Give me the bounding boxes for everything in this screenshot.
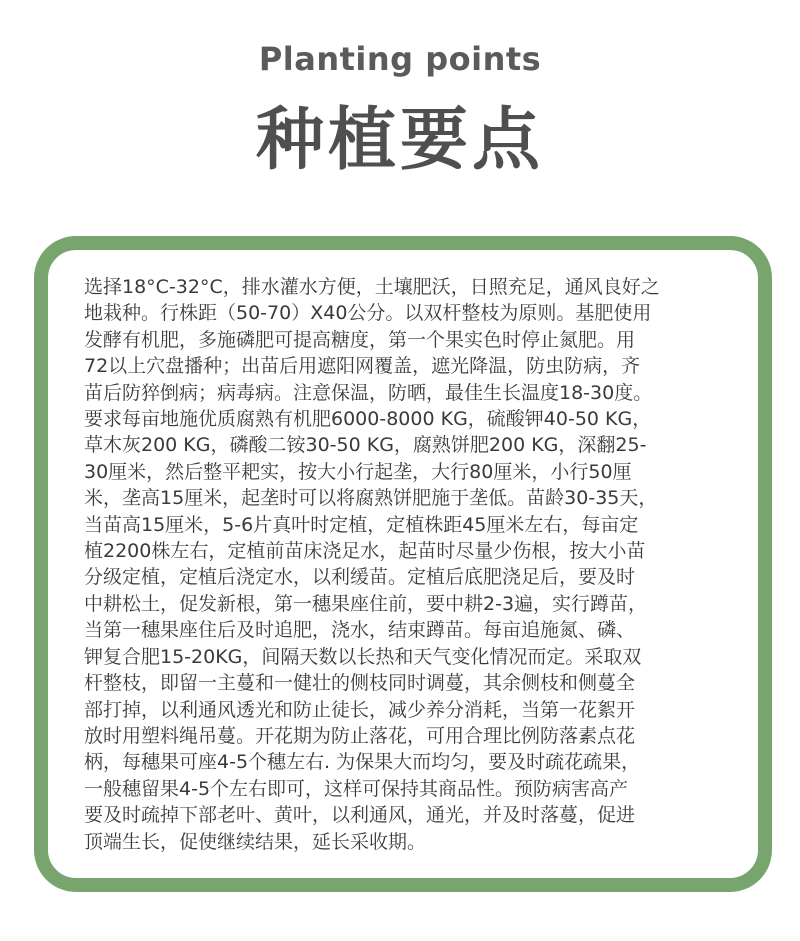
- text-line: 植2200株左右，定植前苗床浇足水，起苗时尽量少伤根，按大小苗: [84, 540, 646, 563]
- text-line: 柄，每穗果可座4-5个穗左右. 为保果大而均匀，要及时疏花疏果，: [84, 751, 641, 774]
- text-line: 杆整枝，即留一主蔓和一健壮的侧枝同时调蔓，其余侧枝和侧蔓全: [84, 672, 636, 695]
- page-title: 种植要点: [255, 101, 544, 180]
- text-line: 苗后防猝倒病；病毒病。注意保温，防晒，最佳生长温度18-30度。: [84, 381, 653, 404]
- text-line: 当苗高15厘米，5-6片真叶时定植，定植株距45厘米左右，每亩定: [84, 513, 639, 536]
- text-line: 米，垄高15厘米，起垄时可以将腐熟饼肥施于垄低。苗龄30-35天，: [84, 487, 658, 510]
- text-line: 选择18°C-32°C，排水灌水方便，土壤肥沃，日照充足，通风良好之: [84, 276, 660, 298]
- text-line: 要及时疏掉下部老叶、黄叶，以利通风，通光，并及时落蔓，促进: [84, 804, 636, 827]
- text-line: 钾复合肥15-20KG，间隔天数以长热和天气变化情况而定。采取双: [84, 645, 642, 668]
- text-line: 分级定植，定植后浇定水，以利缓苗。定植后底肥浇足后，要及时: [84, 566, 636, 589]
- text-line: 72以上穴盘播种；出苗后用遮阳网覆盖，遮光降温，防虫防病，齐: [84, 355, 641, 378]
- page-subtitle-en: Planting points: [258, 40, 542, 78]
- text-line: 顶端生长，促使继续结果，延长采收期。: [84, 830, 427, 853]
- text-line: 中耕松土，促发新根，第一穗果座住前，要中耕2-3遍，实行蹲苗，: [84, 592, 648, 615]
- text-line: 发酵有机肥，多施磷肥可提高糖度，第一个果实色时停止氮肥。用: [84, 328, 636, 351]
- text-line: 部打掉，以利通风透光和防止徒长，减少养分消耗，当第一花絮开: [84, 698, 636, 721]
- planting-points-card: [34, 236, 772, 892]
- text-line: 30厘米，然后整平耙实，按大小行起垄，大行80厘米，小行50厘: [84, 460, 632, 483]
- text-line: 当第一穗果座住后及时追肥，浇水，结束蹲苗。每亩追施氮、磷、: [84, 619, 636, 642]
- text-line: 放时用塑料绳吊蔓。开花期为防止落花，可用合理比例防落素点花: [84, 724, 636, 747]
- text-line: 一般穗留果4-5个左右即可，这样可保持其商品性。预防病害高产: [84, 777, 629, 800]
- text-line: 草木灰200 KG，磷酸二铵30-50 KG，腐熟饼肥200 KG，深翻25-: [84, 434, 647, 457]
- planting-points-text: [84, 274, 740, 855]
- text-line: 地栽种。行株距（50-70）X40公分。以双杆整枝为原则。基肥使用: [84, 302, 652, 325]
- text-line: 要求每亩地施优质腐熟有机肥6000-8000 KG，硫酸钾40-50 KG，: [84, 408, 652, 431]
